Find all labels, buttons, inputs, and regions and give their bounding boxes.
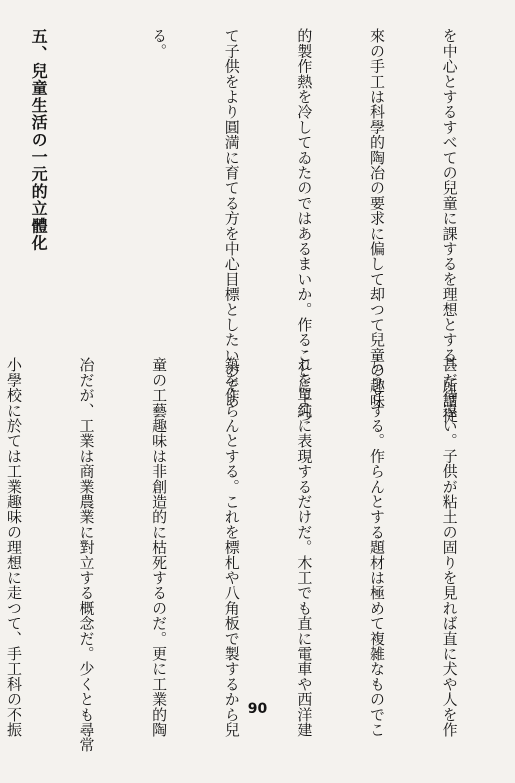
section-heading: 五、兒童生活の一元的立體化 <box>29 28 49 252</box>
text-line: て子供をより圓満に育てる方を中心目標としたいのであ <box>222 28 241 408</box>
upper-text-block <box>24 28 510 424</box>
text-line: 的製作熱を冷してゐたのではあるまいか。作ることによつ <box>295 28 314 424</box>
text-line: る。 <box>150 28 169 59</box>
text-line: 甚だ待遠い。子供が粘土の固りを見れば直に犬や人を作 <box>440 357 459 737</box>
text-line: 來の手工は科學的陶冶の要求に偏して却つて兒童の趣味 <box>367 28 386 408</box>
text-line: れを單純に表現するだけだ。木工でも直に電車や西洋建 <box>295 357 314 737</box>
text-line: 築を作らんとする。これを標札や八角板で製するから兒 <box>222 357 241 737</box>
text-line: 童の工藝趣味は非創造的に枯死するのだ。更に工業的陶 <box>150 357 169 737</box>
text-line: らうとする。作らんとする題材は極めて複雑なものでこ <box>367 357 386 737</box>
text-line: を中心とするすべての兒童に課するを理想とする。所謂従 <box>440 28 459 424</box>
text-line: 冶だが、工業は商業農業に對立する概念だ。少くとも尋常 <box>77 357 96 753</box>
page-number: 90 <box>247 701 268 717</box>
text-line: 小學校に於ては工業趣味の理想に走つて、手工科の不振 <box>4 357 23 737</box>
